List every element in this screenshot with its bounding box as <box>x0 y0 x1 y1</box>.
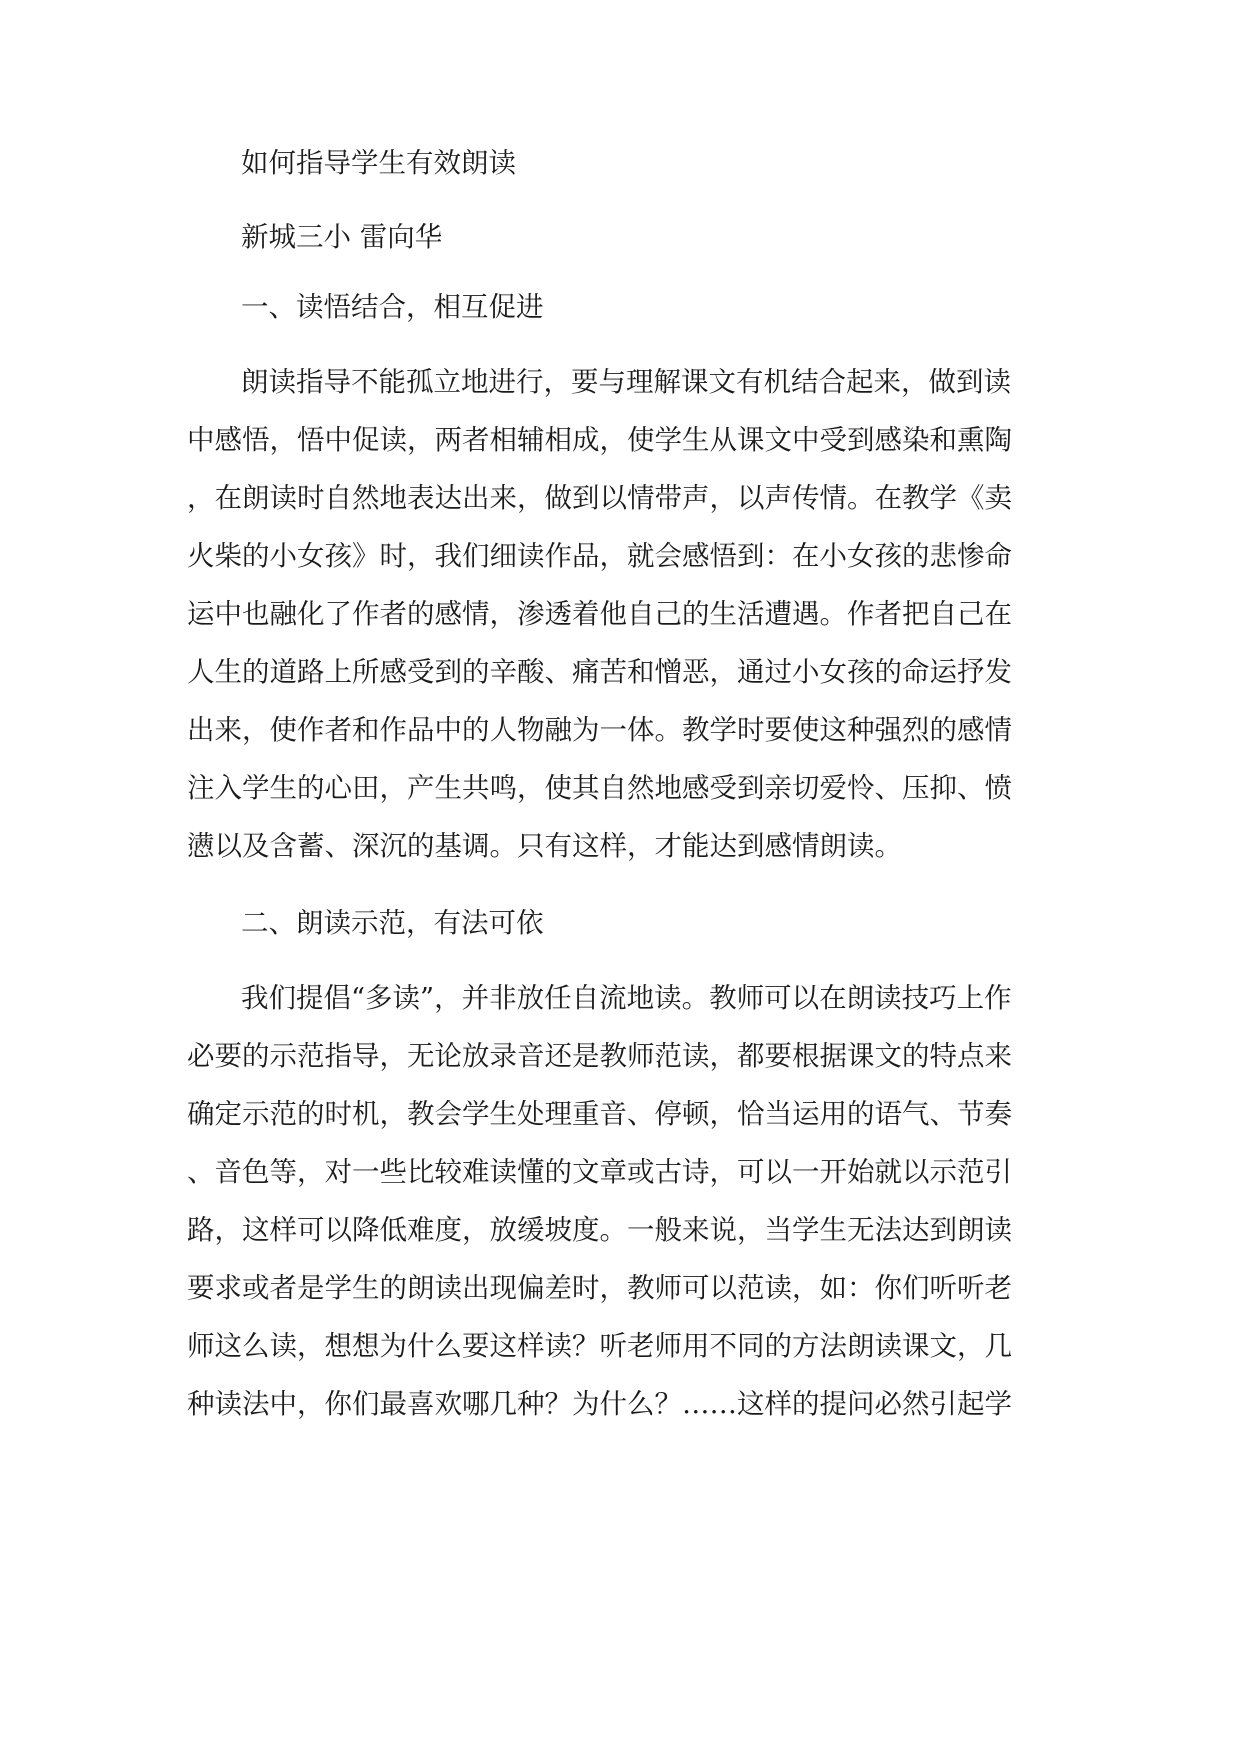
paragraph-line: 种读法中，你们最喜欢哪几种？为什么？……这样的提问必然引起学 <box>187 1388 1012 1420</box>
paragraph-line: 人生的道路上所感受到的辛酸、痛苦和憎恶，通过小女孩的命运抒发 <box>187 656 1012 688</box>
paragraph-line: 路，这样可以降低难度，放缓坡度。一般来说，当学生无法达到朗读 <box>187 1214 1012 1246</box>
paragraph-line: 朗读指导不能孤立地进行，要与理解课文有机结合起来，做到读 <box>241 366 1011 398</box>
paragraph-line: 中感悟，悟中促读，两者相辅相成，使学生从课文中受到感染和熏陶 <box>187 424 1012 456</box>
paragraph-line: 我们提倡“多读”，并非放任自流地读。教师可以在朗读技巧上作 <box>241 982 1012 1014</box>
paragraph-line: 出来，使作者和作品中的人物融为一体。教学时要使这种强烈的感情 <box>187 714 1012 746</box>
paragraph-line: 要求或者是学生的朗读出现偏差时，教师可以范读，如：你们听听老 <box>187 1272 1012 1304</box>
document-title: 如何指导学生有效朗读 <box>241 147 516 179</box>
paragraph-line: 师这么读，想想为什么要这样读？听老师用不同的方法朗读课文，几 <box>187 1330 1012 1362</box>
paragraph-line: 注入学生的心田，产生共鸣，使其自然地感受到亲切爱怜、压抑、愤 <box>187 772 1012 804</box>
section-heading-2: 二、朗读示范，有法可依 <box>241 907 544 939</box>
section-heading-1: 一、读悟结合，相互促进 <box>241 291 544 323</box>
author-line: 新城三小 雷向华 <box>241 221 443 253</box>
paragraph-line: 懑以及含蓄、深沉的基调。只有这样，才能达到感情朗读。 <box>187 830 902 862</box>
paragraph-line: 、音色等，对一些比较难读懂的文章或古诗，可以一开始就以示范引 <box>187 1156 1012 1188</box>
paragraph-line: ，在朗读时自然地表达出来，做到以情带声，以声传情。在教学《卖 <box>187 482 1012 514</box>
paragraph-line: 必要的示范指导，无论放录音还是教师范读，都要根据课文的特点来 <box>187 1040 1012 1072</box>
paragraph-line: 火柴的小女孩》时，我们细读作品，就会感悟到：在小女孩的悲惨命 <box>187 540 1012 572</box>
paragraph-line: 运中也融化了作者的感情，渗透着他自己的生活遭遇。作者把自己在 <box>187 598 1012 630</box>
paragraph-line: 确定示范的时机，教会学生处理重音、停顿，恰当运用的语气、节奏 <box>187 1098 1012 1130</box>
